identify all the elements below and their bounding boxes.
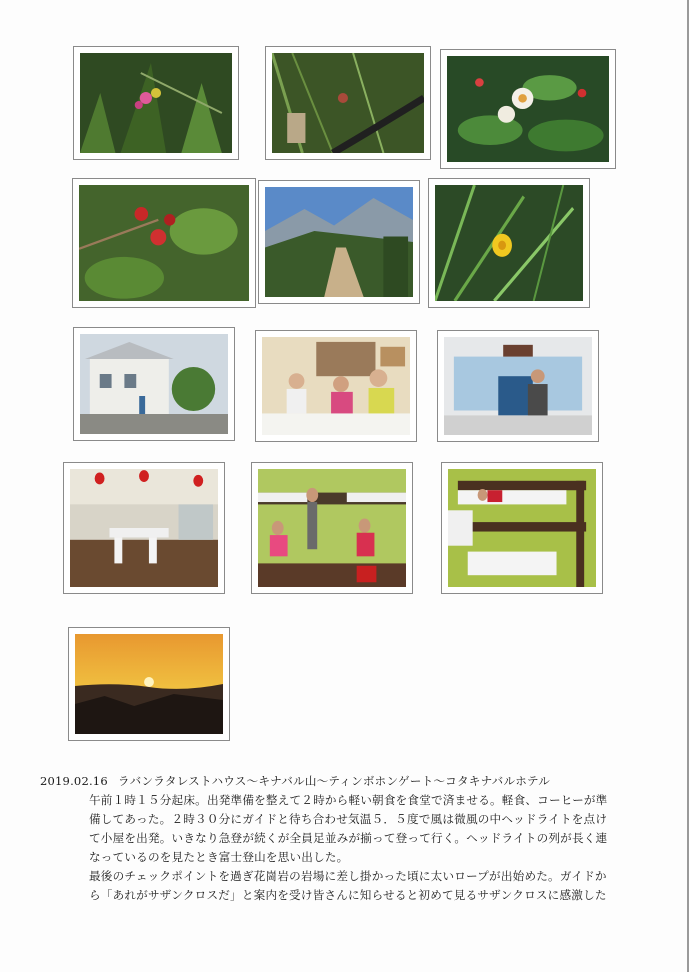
white-flowers-photo bbox=[440, 49, 616, 169]
bunk-bed-photo bbox=[441, 462, 603, 594]
entry-line: て小屋を出発。いきなり急登が続くが全員足並みが揃って登って行く。ヘッドライトの列が長く連 bbox=[89, 831, 608, 845]
journal-entry bbox=[40, 772, 652, 905]
entry-date: 2019.02.16 bbox=[40, 774, 108, 788]
sunrise-photo bbox=[68, 627, 230, 741]
trail-plants-photo bbox=[265, 46, 431, 160]
entry-line: ら「あれがサザンクロスだ」と案内を受け皆さんに知らせると初めて見るサザンクロスに感激した bbox=[89, 888, 607, 902]
entry-heading bbox=[40, 772, 652, 791]
entry-route: ラバンラタレストハウス〜キナバル山〜ティンボホンゲート〜コタキナバルホテル bbox=[117, 774, 551, 788]
red-berries-photo bbox=[72, 178, 256, 308]
entry-line: 最後のチェックポイントを過ぎ花崗岩の岩場に差し掛かった頃に太いロープが出始めた。ガイドか bbox=[89, 869, 607, 883]
mountain-trail-photo bbox=[258, 180, 420, 304]
hiker-backpack-photo bbox=[437, 330, 599, 442]
bunk-room-photo bbox=[251, 462, 413, 594]
entry-body bbox=[89, 791, 652, 905]
dining-hall-photo bbox=[63, 462, 225, 594]
flower-pink-photo bbox=[73, 46, 239, 160]
entry-line: 備してあった。２時３０分にガイドと待ち合わせ気温５．５度で風は微風の中ヘッドライトを点け bbox=[89, 812, 608, 826]
entry-line: なっているのを見たとき富士登山を思い出した。 bbox=[89, 850, 349, 864]
yellow-flower-photo bbox=[428, 178, 590, 308]
hikers-seated-photo bbox=[255, 330, 417, 442]
rest-house-exterior-photo bbox=[73, 327, 235, 441]
entry-line: 午前１時１５分起床。出発準備を整えて２時から軽い朝食を食堂で済ませる。軽食、コーヒーが準 bbox=[89, 793, 608, 807]
